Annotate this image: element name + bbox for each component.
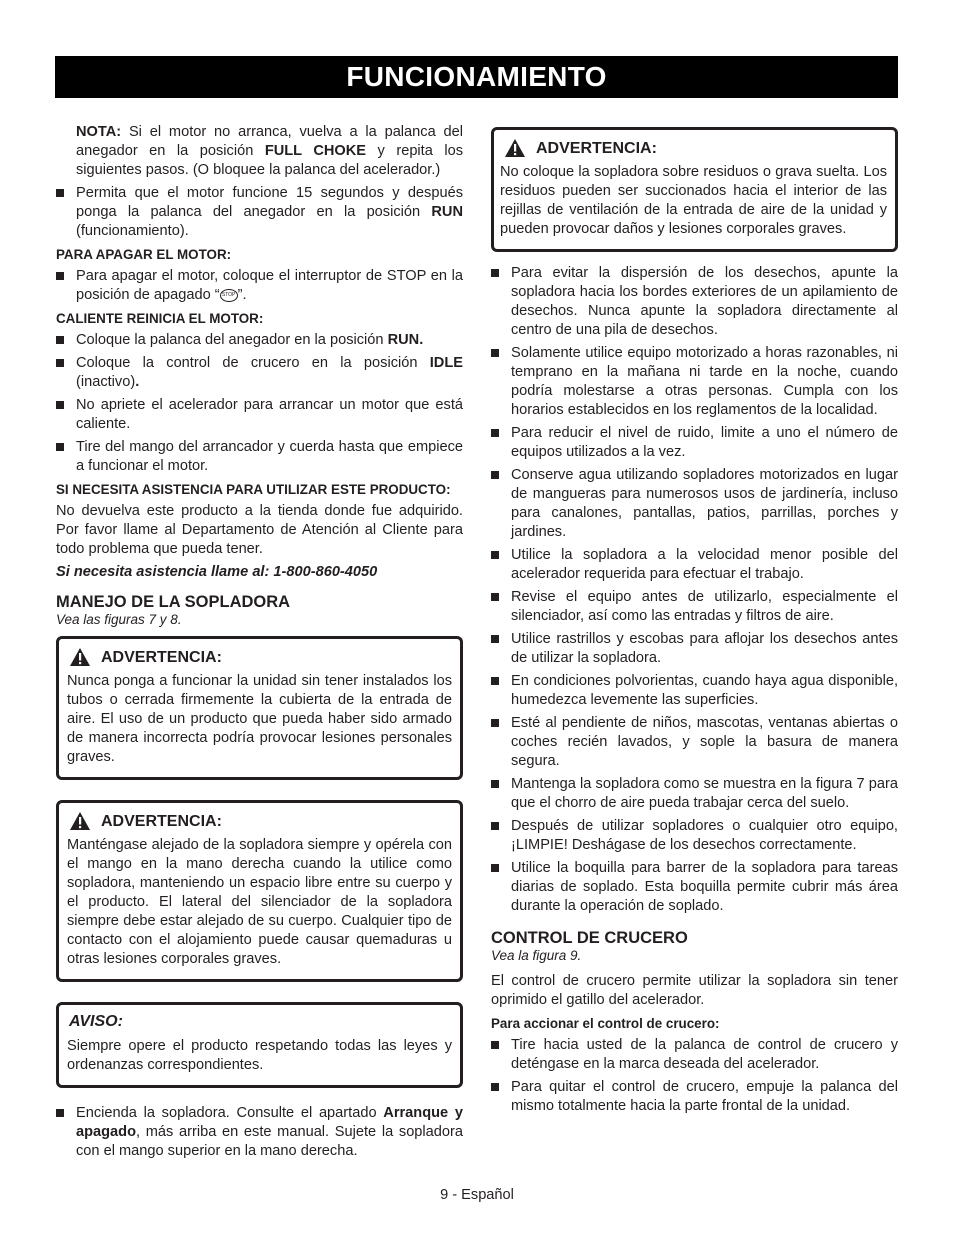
bullet-icon	[491, 677, 499, 685]
warning-box	[56, 636, 463, 780]
stop-symbol-icon: STOP	[220, 289, 238, 302]
list-item: Utilice la sopladora a la velocidad menor posible del acelerador requerida para efectuar el trabajo.	[491, 546, 898, 584]
warning-triangle-icon	[69, 647, 91, 667]
bullet-icon	[491, 593, 499, 601]
bullet-icon	[56, 443, 64, 451]
list-item: Después de utilizar sopladores o cualquier otro equipo, ¡LIMPIE! Deshágase de los desechos correctamente.	[491, 817, 898, 855]
warning-text: Manténgase alejado de la sopladora siempre y opérela con el mango en la mano derecha cuando la utilice como sopladora, manteniendo un espacio libre entre su cuerpo y el producto. El lateral del silenciador de la sopladora siempre debe estar alejado de su cuerpo. Cualquier tipo de contacto con el alojamiento puede causar quemaduras u otras lesiones corporales graves.	[67, 837, 452, 967]
note-paragraph: NOTA: Si el motor no arranca, vuelva a la palanca del anegador en la posición FULL CHOKE y repita los siguientes pasos. (O bloquee la palanca del acelerador.)	[76, 124, 464, 178]
warning-box	[491, 127, 898, 252]
warning-header	[502, 137, 887, 159]
bullet-icon	[491, 471, 499, 479]
stop-heading: PARA APAGAR EL MOTOR:	[56, 247, 232, 262]
bullet-icon	[56, 336, 64, 344]
bullet-icon	[491, 822, 499, 830]
list-item: Tire hacia usted de la palanca de control de crucero y deténgase en la marca deseada del acelerador.	[491, 1036, 898, 1074]
bullet-icon	[56, 359, 64, 367]
page-title: FUNCIONAMIENTO	[55, 56, 898, 98]
bullet-icon	[56, 401, 64, 409]
section-heading-manejo: MANEJO DE LA SOPLADORA	[56, 593, 291, 611]
bullet-icon	[56, 272, 64, 280]
warning-triangle-icon	[69, 811, 91, 831]
warm-restart-heading: CALIENTE REINICIA EL MOTOR:	[56, 311, 264, 326]
warning-title: ADVERTENCIA:	[101, 812, 222, 830]
warning-title: ADVERTENCIA:	[536, 139, 657, 157]
list-item: Para reducir el nivel de ruido, limite a uno el número de equipos utilizados a la vez.	[491, 424, 898, 462]
warning-triangle-icon	[504, 138, 526, 158]
list-item: Para evitar la dispersión de los desechos, apunte la sopladora hacia los bordes exteriores de un apilamiento de desechos. Nunca apunte la sopladora directamente al centro de una pila de desechos.	[491, 264, 898, 340]
list-item: Para apagar el motor, coloque el interruptor de STOP en la posición de apagado “ STOP ”.	[56, 267, 463, 305]
bullet-icon	[491, 551, 499, 559]
list-item: Permita que el motor funcione 15 segundos y después ponga la palanca del anegador en la posición RUN (funcionamiento).	[56, 184, 463, 241]
page-number: 9 - Español	[440, 1187, 514, 1203]
usage-bullet-list	[491, 264, 898, 916]
bullet-icon	[491, 635, 499, 643]
notice-box	[56, 1002, 463, 1088]
section-heading-crucero: CONTROL DE CRUCERO	[491, 929, 688, 947]
figure-reference: Vea la figura 9.	[491, 948, 582, 963]
warning-title: ADVERTENCIA:	[101, 648, 222, 666]
warning-box	[56, 800, 463, 982]
notice-text: Siempre opere el producto respetando todas las leyes y ordenanzas correspondientes.	[67, 1038, 452, 1073]
bullet-icon	[491, 864, 499, 872]
assistance-phone: Si necesita asistencia llame al: 1-800-860-4050	[56, 564, 378, 580]
bullet-icon	[491, 1041, 499, 1049]
list-item: Encienda la sopladora. Consulte el apartado Arranque y apagado, más arriba en este manual. Sujete la sopladora con el mango superior en la mano derecha.	[56, 1104, 463, 1161]
bullet-icon	[491, 429, 499, 437]
warning-header	[67, 646, 452, 668]
list-item: Conserve agua utilizando sopladores motorizados en lugar de mangueras para numerosos usos de jardinería, incluso para canalones, pantallas, patios, parrillas, porches y jardines.	[491, 466, 898, 542]
list-item: No apriete el acelerador para arrancar un motor que está caliente.	[56, 396, 463, 434]
list-item: En condiciones polvorientas, cuando haya agua disponible, humedezca levemente las superficies.	[491, 672, 898, 710]
assistance-text: No devuelva este producto a la tienda donde fue adquirido. Por favor llame al Departamento de Atención al Cliente para todo problema que pueda tener.	[56, 503, 463, 557]
cruise-subheading: Para accionar el control de crucero:	[491, 1016, 720, 1031]
warning-text: No coloque la sopladora sobre residuos o grava suelta. Los residuos pueden ser succionados hacia el interior de las rejillas de ventilación de la entrada de aire de la unidad y pueden provocar daños y lesiones corporales graves.	[500, 164, 887, 237]
list-item: Mantenga la sopladora como se muestra en la figura 7 para que el chorro de aire pueda trabajar cerca del suelo.	[491, 775, 898, 813]
left-column	[56, 123, 463, 1165]
right-column	[491, 127, 898, 1120]
list-item: Coloque la control de crucero en la posición IDLE (inactivo).	[56, 354, 463, 392]
assistance-heading: SI NECESITA ASISTENCIA PARA UTILIZAR ESTE PRODUCTO:	[56, 482, 451, 497]
list-item: Esté al pendiente de niños, mascotas, ventanas abiertas o coches recién lavados, y sople la basura de manera segura.	[491, 714, 898, 771]
figure-reference: Vea las figuras 7 y 8.	[56, 612, 182, 627]
bullet-icon	[56, 1109, 64, 1117]
bullet-icon	[491, 1083, 499, 1091]
cruise-text: El control de crucero permite utilizar la sopladora sin tener oprimido el gatillo del acelerador.	[491, 973, 898, 1008]
list-item: Utilice la boquilla para barrer de la sopladora para tareas diarias de soplado. Esta boquilla permite cubrir más área durante la operación de soplado.	[491, 859, 898, 916]
warning-text: Nunca ponga a funcionar la unidad sin tener instalados los tubos o cerrada firmemente la cubierta de la entrada de aire. El uso de un producto que pueda haber sido armado de manera incorrecta podría provocar lesiones personales graves.	[67, 673, 452, 765]
list-item: Revise el equipo antes de utilizarlo, especialmente el silenciador, así como las entradas y filtros de aire.	[491, 588, 898, 626]
bullet-icon	[491, 349, 499, 357]
list-item: Para quitar el control de crucero, empuje la palanca del mismo totalmente hacia la parte frontal de la unidad.	[491, 1078, 898, 1116]
list-item: Solamente utilice equipo motorizado a horas razonables, ni temprano en la mañana ni tarde en la noche, cuando podría molestarse a otras personas. Cumpla con los horarios establecidos en los reglamentos de la localidad.	[491, 344, 898, 420]
bullet-icon	[491, 719, 499, 727]
bullet-icon	[491, 780, 499, 788]
list-item: Coloque la palanca del anegador en la posición RUN.	[56, 331, 463, 350]
list-item: Tire del mango del arrancador y cuerda hasta que empiece a funcionar el motor.	[56, 438, 463, 476]
bullet-icon	[56, 189, 64, 197]
list-item: Utilice rastrillos y escobas para aflojar los desechos antes de utilizar la sopladora.	[491, 630, 898, 668]
warning-header	[67, 810, 452, 832]
bullet-icon	[491, 269, 499, 277]
notice-title: AVISO:	[69, 1013, 123, 1030]
